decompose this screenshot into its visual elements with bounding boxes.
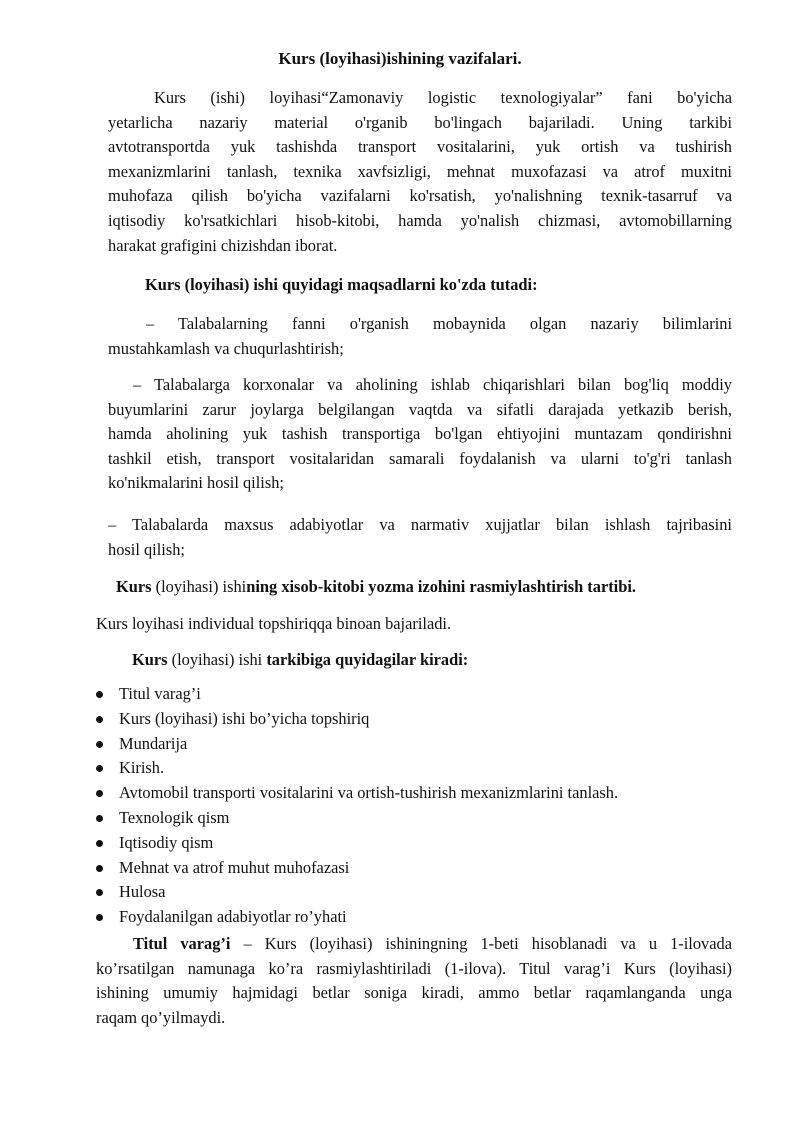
intro-paragraph <box>108 86 732 258</box>
titul-line: raqam qo’yilmaydi. <box>96 1007 226 1027</box>
list-item <box>94 856 618 881</box>
goal-3-line: hosil qilish; <box>108 539 185 559</box>
goal-2-line: tashkil etish, transport vositalaridan samarali foydalanish va ularni to'g'ri tanlash <box>108 448 732 468</box>
list-item-label: Hulosa <box>119 882 166 902</box>
list-item-label: Kurs (loyihasi) ishi bo’yicha topshiriq <box>119 708 370 728</box>
bullet-icon <box>96 889 103 896</box>
contents-heading <box>132 648 468 672</box>
intro-line: mexanizmlarini tanlash, texnika xavfsizligi, mehnat muxofazasi va atrof muxitni <box>108 161 732 181</box>
bullet-icon <box>96 914 103 921</box>
list-item <box>94 905 618 930</box>
order-heading-rest: ning xisob-kitobi yozma izohini rasmiylashtirish tartibi. <box>246 577 637 596</box>
goal-1-line: – Talabalarning fanni o'rganish mobaynida olgan nazariy bilimlarini <box>146 314 732 333</box>
titul-line-1-rest: – Kurs (loyihasi) ishiningning 1-beti hisoblanadi va u 1-ilovada <box>230 934 732 953</box>
goal-1-paragraph <box>108 312 732 361</box>
list-item <box>94 781 618 806</box>
goals-heading: Kurs (loyihasi) ishi quyidagi maqsadlarni ko'zda tutadi: <box>145 275 538 294</box>
order-heading-lead: Kurs <box>116 577 152 596</box>
goal-3-paragraph <box>108 513 732 562</box>
order-heading <box>116 575 636 599</box>
list-item <box>94 831 618 856</box>
contents-heading-middle: (loyihasi) ishi <box>167 650 267 669</box>
list-item <box>94 806 618 831</box>
list-item-label: Titul varag’i <box>119 684 201 703</box>
titul-line: ishining umumiy hajmidagi betlar soniga kiradi, ammo betlar raqamlanganda unga <box>96 983 732 1003</box>
list-item-label: Mundarija <box>119 733 188 753</box>
list-item-label: Iqtisodiy qism <box>119 832 214 852</box>
individual-line: Kurs loyihasi individual topshiriqqa binoan bajariladi. <box>96 614 452 633</box>
bullet-icon <box>96 865 103 872</box>
bullet-icon <box>96 716 103 723</box>
contents-list <box>94 682 618 930</box>
intro-line: yetarlicha nazariy material o'rganib bo'lingach bajariladi. Uning tarkibi <box>108 112 732 132</box>
intro-line: muhofaza qilish bo'yicha vazifalarni ko'rsatish, yo'nalishning texnik-tasarruf va <box>108 186 732 206</box>
list-item <box>94 682 618 707</box>
bullet-icon <box>96 815 103 822</box>
list-item-label: Avtomobil transporti vositalarini va ortish-tushirish mexanizmlarini tanlash. <box>119 783 619 803</box>
goal-2-line: – Talabalarga korxonalar va aholining ishlab chiqarishlari bilan bog'liq moddiy <box>133 375 732 394</box>
intro-line: iqtisodiy ko'rsatkichlari hisob-kitobi, hamda yo'nalish chizmasi, avtomobillarning <box>108 210 732 230</box>
list-item-label: Texnologik qism <box>119 807 230 827</box>
goal-3-line: – Talabalarda maxsus adabiyotlar va narmativ xujjatlar bilan ishlash tajribasini <box>108 515 732 534</box>
goal-2-line: ko'nikmalarini hosil qilish; <box>108 473 284 493</box>
contents-heading-lead: Kurs <box>132 650 168 669</box>
titul-lead: Titul varag’i <box>133 934 231 953</box>
list-item-label: Mehnat va atrof muhut muhofazasi <box>119 857 350 877</box>
order-heading-middle: (loyihasi) ishi <box>151 577 247 596</box>
list-item <box>94 756 618 781</box>
list-item <box>94 880 618 905</box>
goal-1-line: mustahkamlash va chuqurlashtirish; <box>108 338 344 358</box>
goal-2-paragraph <box>108 373 732 496</box>
list-item-label: Foydalanilgan adabiyotlar ro’yhati <box>119 907 347 927</box>
bullet-icon <box>96 790 103 797</box>
bullet-icon <box>96 741 103 748</box>
contents-heading-rest: tarkibiga quyidagilar kiradi: <box>266 650 469 669</box>
titul-paragraph <box>96 932 732 1030</box>
list-item <box>94 732 618 757</box>
goal-2-line: hamda aholining yuk tashish transportiga bo'lgan ehtiyojini muntazam qondirishni <box>108 424 732 444</box>
titul-line <box>96 932 732 957</box>
list-item <box>94 707 618 732</box>
bullet-icon <box>96 765 103 772</box>
intro-line: avtotransportda yuk tashishda transport vositalarini, yuk ortish va tushirish <box>108 137 732 157</box>
titul-line: ko’rsatilgan namunaga ko’ra rasmiylashtiriladi (1-ilova). Titul varag’i Kurs (loyihasi) <box>96 958 732 978</box>
bullet-icon <box>96 840 103 847</box>
goal-2-line: buyumlarini zarur joylarga belgilangan vaqtda va sifatli darajada yetkazib berish, <box>108 399 732 419</box>
page-title: Kurs (loyihasi)ishining vazifalari. <box>278 49 522 68</box>
list-item-label: Kirish. <box>119 758 165 778</box>
bullet-icon <box>96 691 103 698</box>
intro-line: harakat grafigini chizishdan iborat. <box>108 235 338 255</box>
intro-line: Kurs (ishi) loyihasi“Zamonaviy logistic texnologiyalar” fani bo'yicha <box>154 88 732 107</box>
